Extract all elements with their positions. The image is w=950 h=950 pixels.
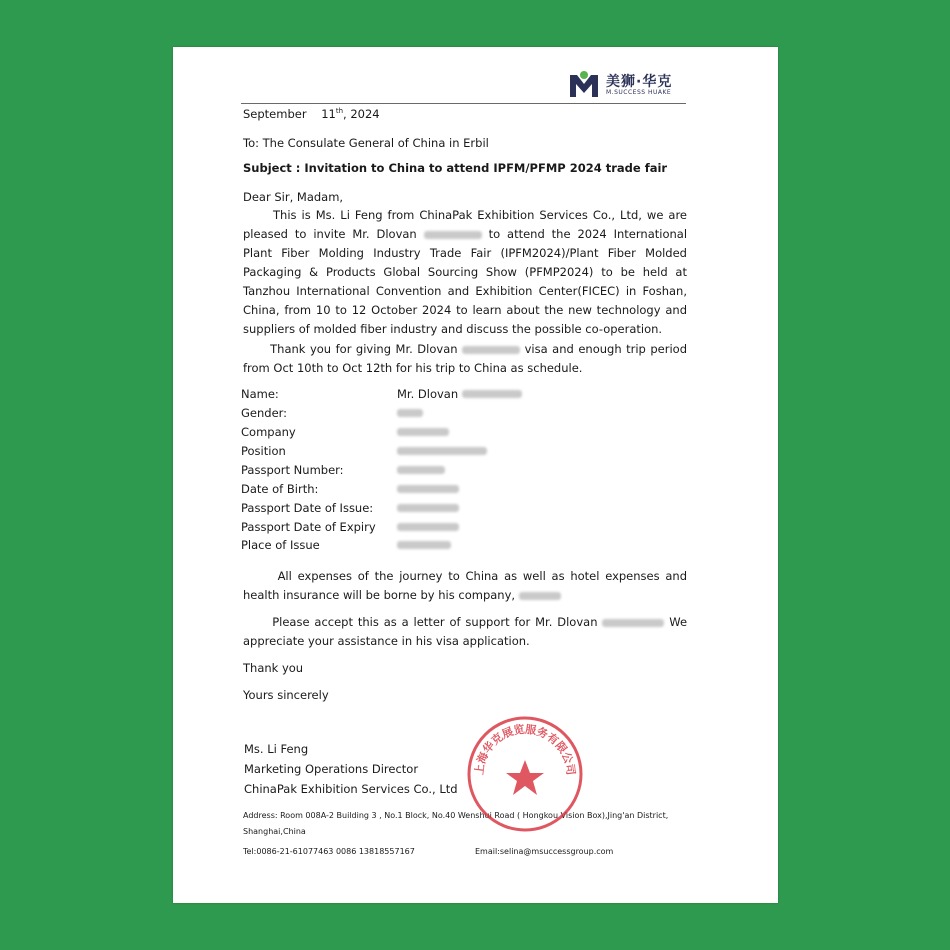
paragraph-visa: Thank you for giving Mr. Dlovan visa and enough trip period from Oct 10th to Oct 12th for his trip to China as schedule. <box>243 342 688 375</box>
company-seal-stamp-icon <box>466 715 584 833</box>
signatory-name: Ms. Li Feng <box>244 742 309 756</box>
logo-brand-cn: 美狮·华克 <box>606 74 673 90</box>
field-value-redacted <box>397 444 487 458</box>
signatory-company: ChinaPak Exhibition Services Co., Ltd <box>244 782 458 796</box>
redacted-company <box>519 592 561 600</box>
logo-mark-icon <box>568 69 600 99</box>
subject-line: Subject : Invitation to China to attend IPFM/PFMP 2024 trade fair <box>243 161 668 175</box>
field-label: Place of Issue <box>241 538 320 552</box>
signatory-title: Marketing Operations Director <box>244 762 419 776</box>
field-value-redacted <box>397 501 459 515</box>
field-label: Passport Date of Issue: <box>241 501 374 515</box>
field-value-redacted <box>397 538 451 552</box>
logo-brand-en: M.SUCCESS HUAKE <box>606 89 672 96</box>
closing: Yours sincerely <box>243 688 329 702</box>
field-value-redacted <box>397 482 459 496</box>
redacted-surname <box>424 231 482 239</box>
field-value-redacted <box>397 406 423 420</box>
redacted-surname <box>462 346 520 354</box>
thank-you: Thank you <box>243 661 304 675</box>
paragraph-expenses: All expenses of the journey to China as well as hotel expenses and health insurance will be borne by his company, <box>243 569 687 602</box>
greeting: Dear Sir, Madam, <box>243 190 344 204</box>
paragraph-support: Please accept this as a letter of support for Mr. Dlovan We appreciate your assistance in his visa application. <box>243 615 688 648</box>
field-label: Company <box>241 425 296 439</box>
email: Email:selina@msuccessgroup.com <box>475 847 614 856</box>
letter-page <box>173 47 778 903</box>
field-value: Mr. Dlovan <box>397 387 522 401</box>
header-divider <box>241 103 686 104</box>
field-value-redacted <box>397 520 459 534</box>
field-label: Date of Birth: <box>241 482 319 496</box>
field-value-redacted <box>397 463 445 477</box>
company-logo <box>568 69 698 103</box>
redacted-surname <box>602 619 664 627</box>
field-value-redacted <box>397 425 449 439</box>
field-label: Name: <box>241 387 279 401</box>
svg-text:上海华克展览服务有限公司: 上海华克展览服务有限公司 <box>472 722 578 776</box>
letter-date: September 11th, 2024 <box>243 107 380 121</box>
field-label: Passport Date of Expiry <box>241 520 376 534</box>
field-label: Position <box>241 444 286 458</box>
paragraph-invitation: This is Ms. Li Feng from ChinaPak Exhibition Services Co., Ltd, we are pleased to invite Mr. Dlovan to attend the 2024 International Plant Fiber Molding Industry Trade Fair (IPFM2024)/Plant Fiber Molded Packaging & Products Global Sourcing Show (PFMP2024) to be held at Tanzhou International Convention and Exhibition Center(FICEC) in Foshan, China, from 10 to 12 October 2024 to learn about the new technology and suppliers of molded fiber industry and discuss the possible co-operation. <box>243 208 688 336</box>
company-address: Address: Room 008A-2 Building 3 , No.1 Block, No.40 Wenshui Road ( Hongkou Vision Box),Jing'an District, Shanghai,China <box>243 811 669 836</box>
recipient: To: The Consulate General of China in Erbil <box>243 136 489 150</box>
field-label: Gender: <box>241 406 288 420</box>
field-label: Passport Number: <box>241 463 344 477</box>
telephone: Tel:0086-21-61077463 0086 13818557167 <box>243 847 415 856</box>
